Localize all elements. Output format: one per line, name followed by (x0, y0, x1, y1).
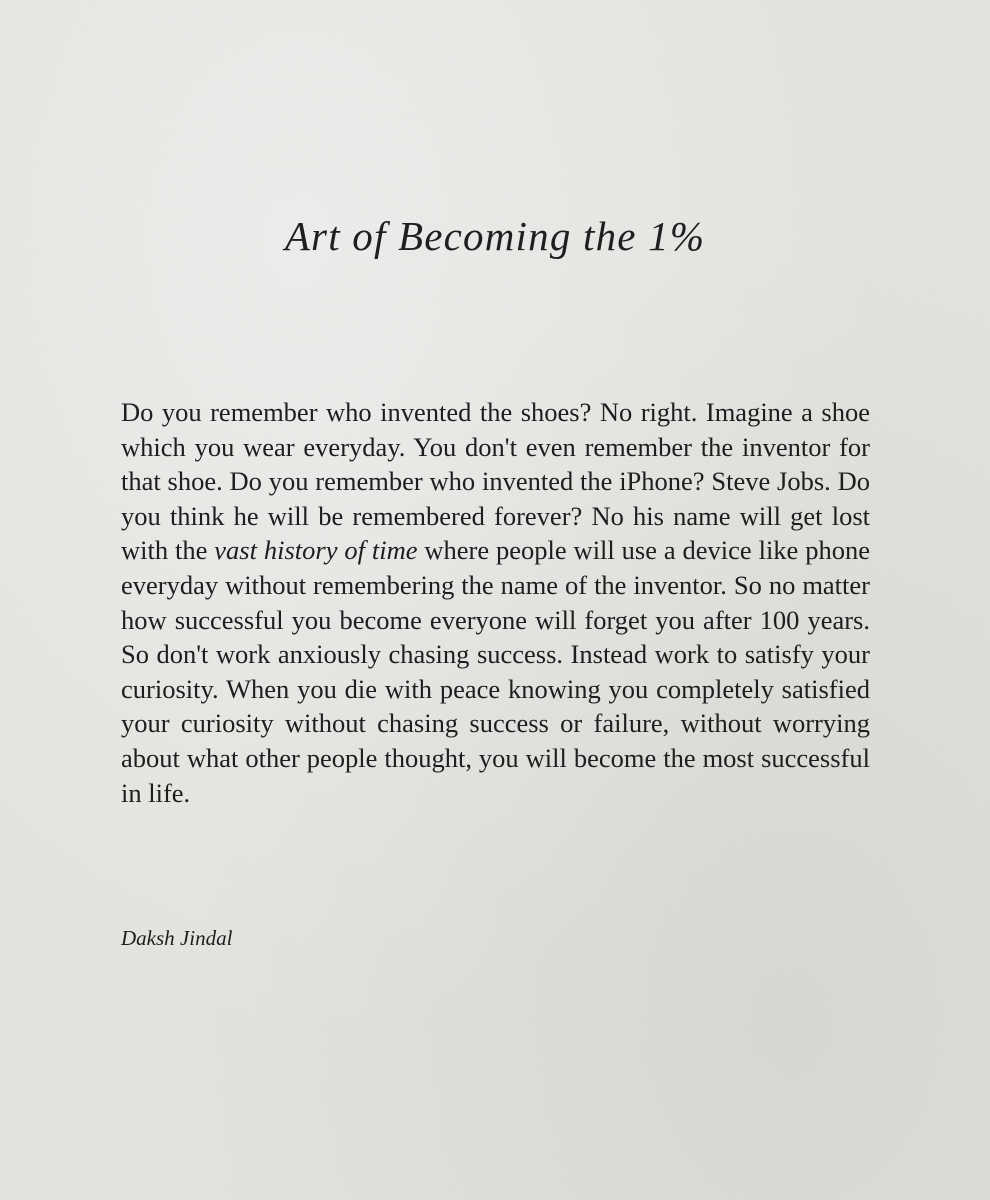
body-text-part-2: where people will use a device like phone everyday without remembering the name of the inventor. So no matter how successful you become everyone will forget you after 100 years. So don't work anxiously chasing success. Instead work to satisfy your curiosity. When you die with peace knowing you completely satisfied your curiosity without chasing success or failure, without worrying about what other people thought, you will become the most successful in life. (121, 535, 870, 808)
body-text-part-1: Do you remember who invented the shoes? No right. Imagine a shoe which you wear everyday. You don't even remember the inventor for that shoe. Do you remember who invented the iPhone? Steve Jobs. Do you think he will be remembered forever? No his name will get lost with the (121, 397, 870, 566)
body-paragraph (121, 395, 870, 810)
body-emphasis: vast history of time (214, 535, 418, 566)
page-title: Art of Becoming the 1% (284, 213, 706, 259)
author-signature: Daksh Jindal (121, 926, 233, 950)
